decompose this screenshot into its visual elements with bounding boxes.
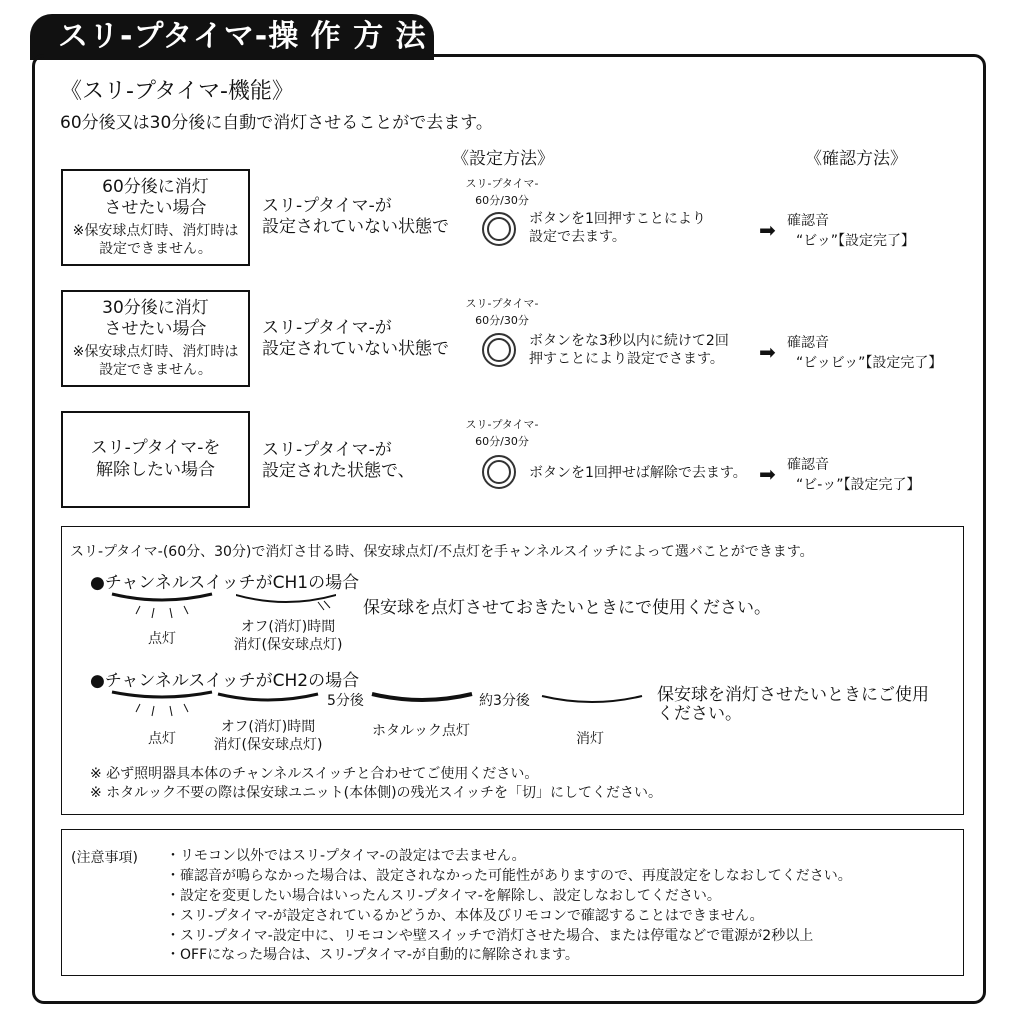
- ch2-lamp3-label: ホタルック点灯: [372, 723, 470, 739]
- ch2-lamp2-label: オフ(消灯)時間 消灯(保安球点灯): [213, 719, 323, 754]
- caution-label: (注意事項): [71, 850, 138, 866]
- ch2-step1: 5分後: [327, 693, 364, 709]
- function-heading: 《スリ-プタイマ-機能》: [60, 79, 294, 104]
- ch1-heading: ●チャンネルスイッチがCH1の場合: [90, 573, 360, 593]
- ch2-lamp1-label: 点灯: [148, 731, 176, 747]
- round-button-icon: [482, 212, 516, 246]
- caution-item: ・設定を変更したい場合はいったんスリ-プタイマ-を解除し、設定しなおしてください。: [166, 888, 721, 904]
- case-title: スリ-プタイマ-を 解除したい場合: [90, 438, 221, 480]
- caution-item: ・スリ-プタイマ-が設定されているかどうか、本体及びリモコンで確認することはできません。: [166, 908, 764, 924]
- case-box-cancel: [61, 411, 250, 508]
- case-title: 30分後に消灯 させたい場合: [102, 298, 209, 340]
- confirm-beep: “ビッビッ”【設定完了】: [796, 355, 943, 371]
- case-box-30min: [61, 290, 250, 387]
- page-title: スリ-プタイマ-操 作 方 法: [30, 14, 434, 60]
- case-instruction: ボタンをな3秒以内に続けて2回 押すことにより設定でさます。: [529, 333, 729, 368]
- button-label: スリ-プタイマ- 60分/30分: [465, 177, 539, 207]
- ch1-lamp2-label: オフ(消灯)時間 消灯(保安球点灯): [233, 619, 343, 654]
- case-instruction: ボタンを1回押すことにより 設定で去ます。: [529, 211, 706, 246]
- confirm-beep: “ビ-ッ”【設定完了】: [796, 477, 921, 493]
- caution-item: ・確認音が鳴らなかった場合は、設定されなかった可能性がありますので、再度設定をしなおしてください。: [166, 868, 852, 884]
- function-description: 60分後又は30分後に自動で消灯させることがで去ます。: [60, 113, 493, 133]
- confirm-label: 確認音: [787, 457, 829, 473]
- channel-note: ※ ホタルック不要の際は保安球ユニット(本体側)の残光スイッチを「切」にしてください。: [90, 785, 662, 801]
- round-button-icon: [482, 333, 516, 367]
- ch2-lamp4-label: 消灯: [576, 731, 604, 747]
- confirm-label: 確認音: [787, 335, 829, 351]
- channel-intro: スリ-プタイマ-(60分、30分)で消灯さ甘る時、保安球点灯/不点灯を手ャンネルスイッチによって選バことができます。: [70, 544, 814, 560]
- case-title: 60分後に消灯 させたい場合: [102, 177, 209, 219]
- case-condition: スリ-プタイマ-が 設定されていない状態で: [262, 318, 449, 360]
- ch2-heading: ●チャンネルスイッチがCH2の場合: [90, 671, 360, 691]
- right-arrow-icon: ➡: [759, 340, 776, 364]
- case-condition: スリ-プタイマ-が 設定されていない状態で: [262, 196, 449, 238]
- case-box-60min: [61, 169, 250, 266]
- caution-item: ・リモコン以外ではスリ-プタイマ-の設定はで去ません。: [166, 848, 526, 864]
- right-arrow-icon: ➡: [759, 462, 776, 486]
- case-condition: スリ-プタイマ-が 設定された状態で、: [262, 440, 415, 482]
- ceiling-light-icon: [110, 688, 650, 724]
- ch2-step2: 約3分後: [479, 693, 530, 709]
- case-note: ※保安球点灯時、消灯時は 設定できません。: [72, 343, 239, 378]
- case-note: ※保安球点灯時、消灯時は 設定できません。: [72, 222, 239, 257]
- right-arrow-icon: ➡: [759, 218, 776, 242]
- ch2-description: 保安球を消灯させたいときにご使用 ください。: [657, 685, 929, 724]
- channel-note: ※ 必ず照明器具本体のチャンネルスイッチと合わせてご使用ください。: [90, 766, 539, 782]
- caution-item: ・スリ-プタイマ-設定中に、リモコンや壁スイッチで消灯させた場合、または停電などで電源が2秒以上: [166, 928, 814, 944]
- confirm-beep: “ビッ”【設定完了】: [796, 233, 915, 249]
- ch1-description: 保安球を点灯させておきたいときにで使用ください。: [363, 598, 771, 618]
- button-label: スリ-プタイマ- 60分/30分: [465, 418, 539, 448]
- confirm-method-heading: 《確認方法》: [805, 149, 907, 169]
- case-instruction: ボタンを1回押せば解除で去ます。: [529, 465, 747, 481]
- setting-method-heading: 《設定方法》: [452, 149, 554, 169]
- button-label: スリ-プタイマ- 60分/30分: [465, 297, 539, 327]
- ch1-lamp1-label: 点灯: [148, 631, 176, 647]
- confirm-label: 確認音: [787, 213, 829, 229]
- caution-item: ・OFFになった場合は、スリ-プタイマ-が自動的に解除されます。: [166, 947, 579, 963]
- round-button-icon: [482, 455, 516, 489]
